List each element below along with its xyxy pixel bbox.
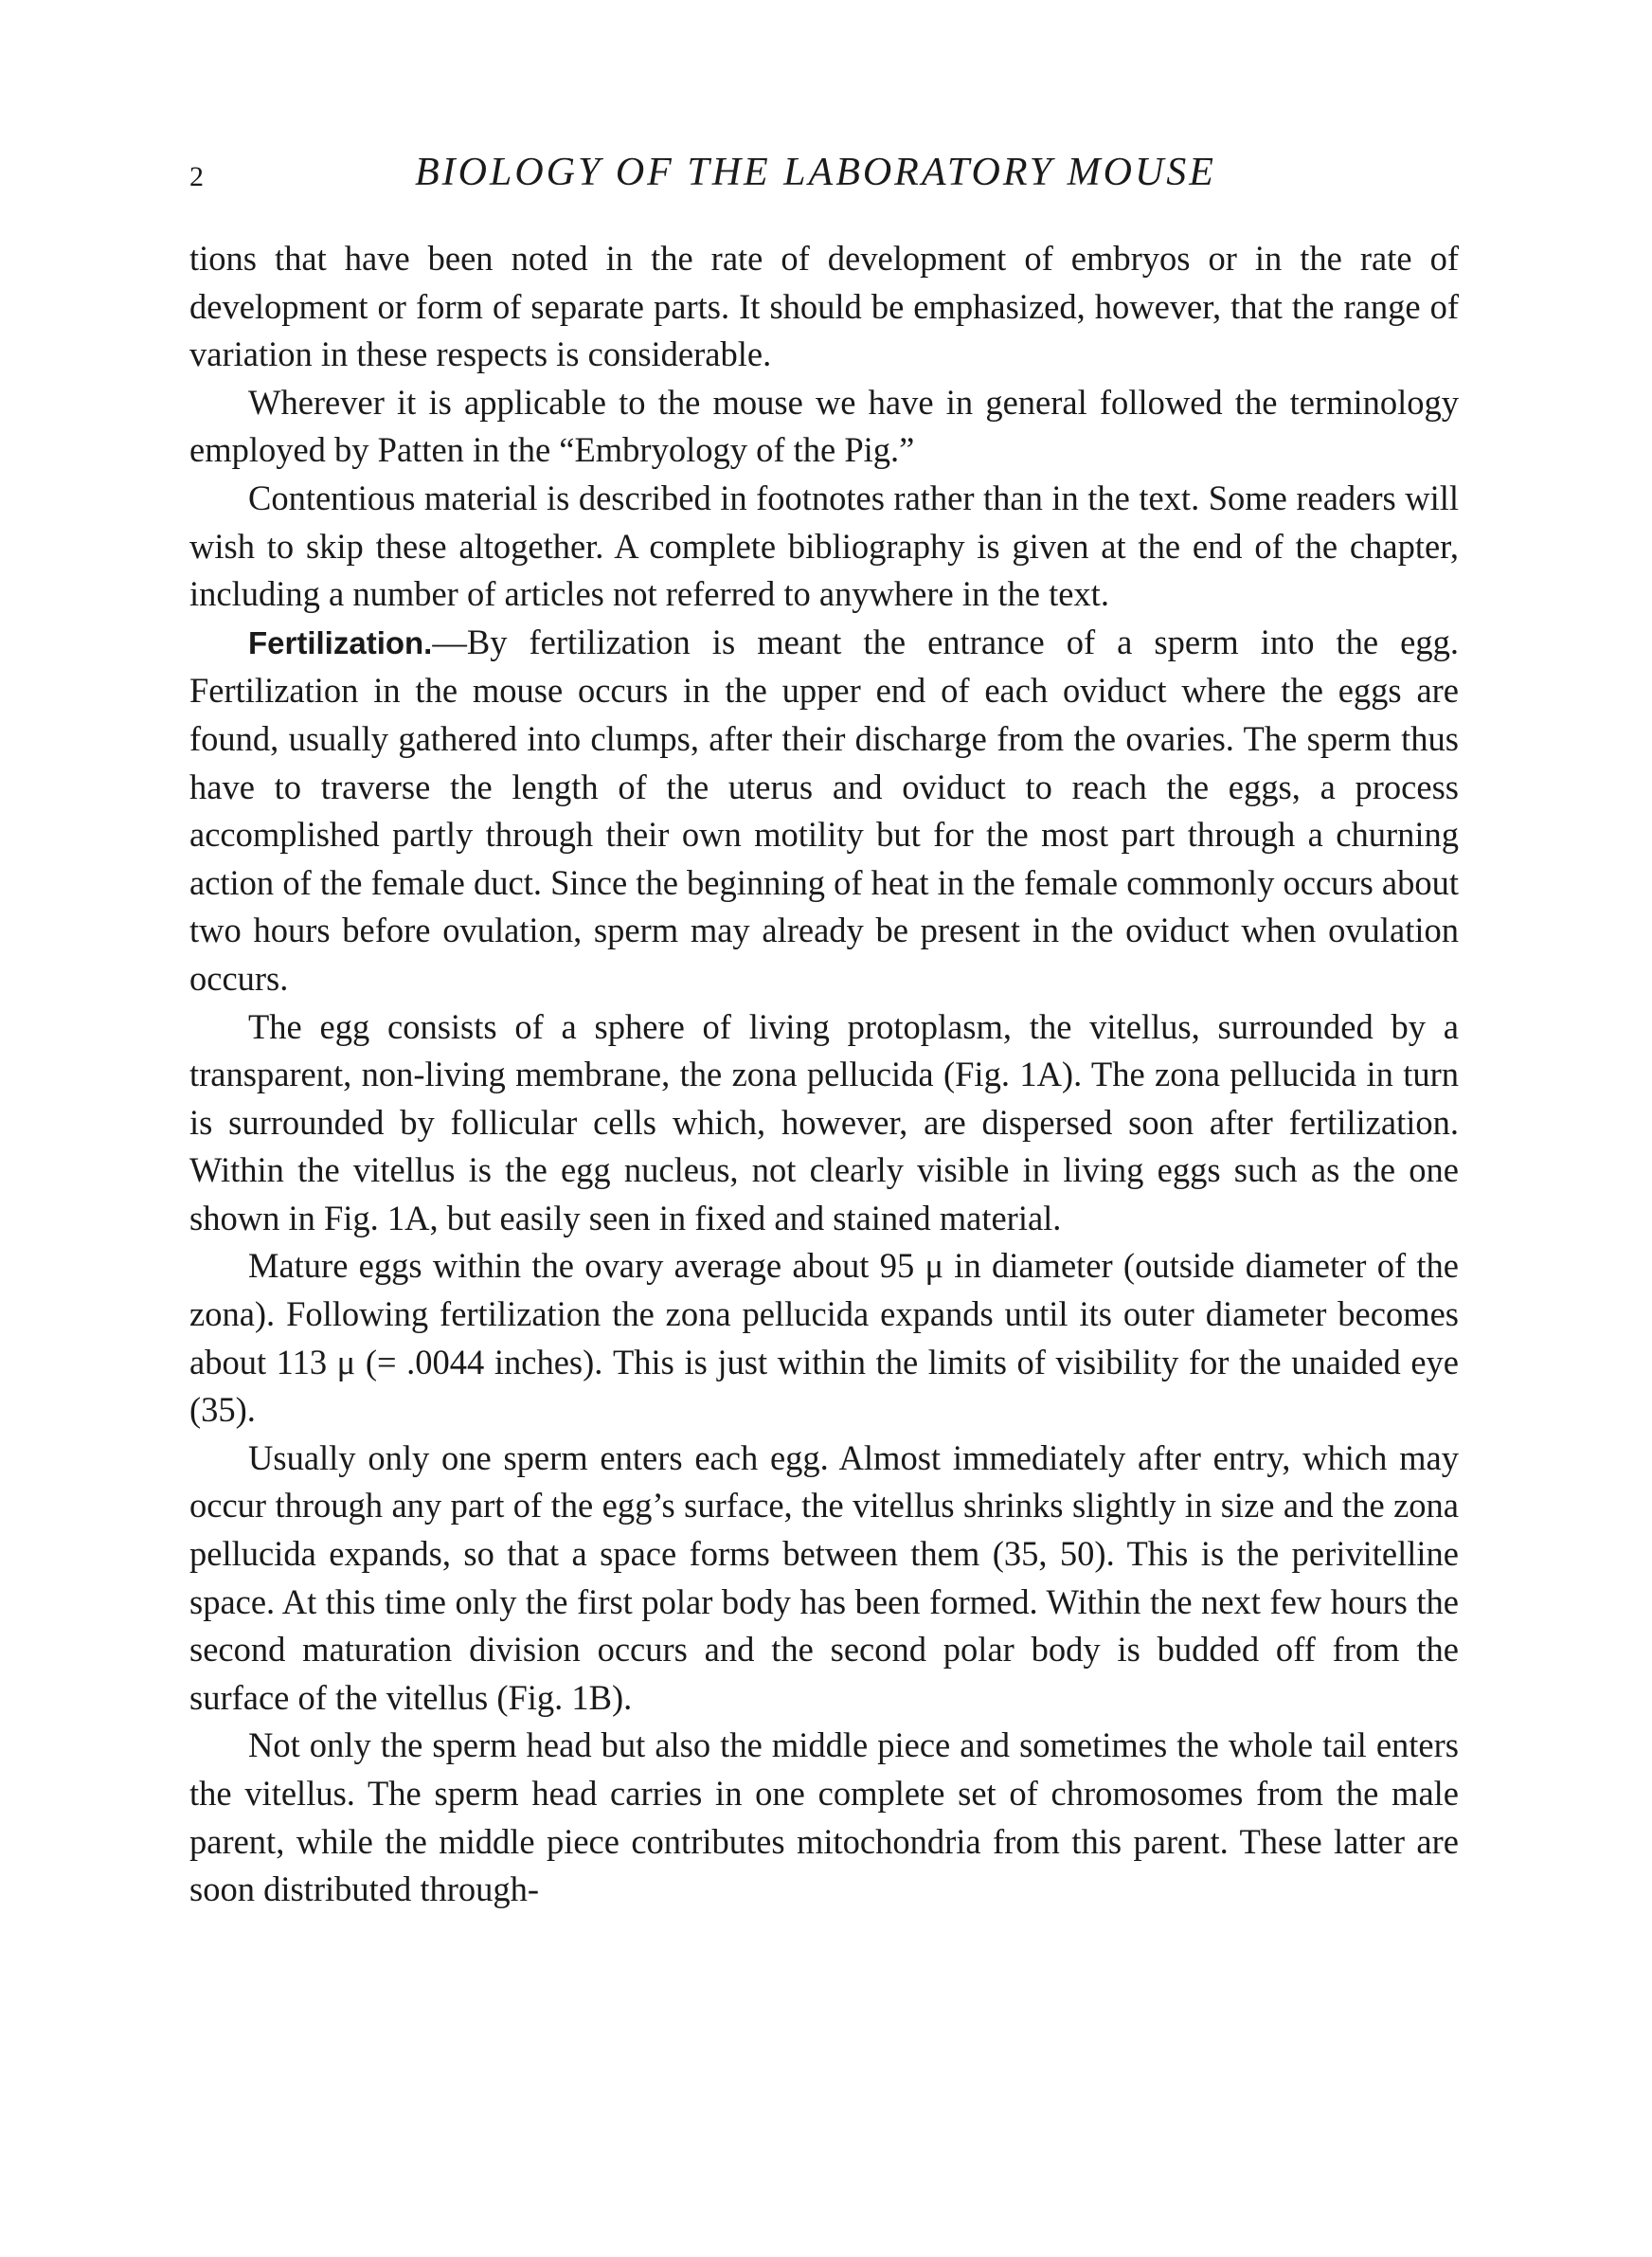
paragraph-egg-structure: The egg consists of a sphere of living protoplasm, the vitellus, surrounded by a transparent, non-living membrane, the zona pellucida (Fig. 1A). The zona pellucida in turn is surrounded by follicular cells which, however, are dispersed soon after fertilization. Within the vitellus is the egg nucleus, not clearly visible in living eggs such as the one shown in Fig. 1A, but easily seen in fixed and stained material. bbox=[189, 1006, 1459, 1237]
paragraph-terminology: Wherever it is applicable to the mouse we have in general followed the terminology employed by Patten in the “Embryology of the Pig.” bbox=[189, 382, 1459, 470]
paragraph-fertilization bbox=[189, 619, 1459, 1003]
page-header bbox=[189, 150, 1459, 207]
paragraph-sperm-entry: Usually only one sperm enters each egg. Almost immediately after entry, which may occur through any part of the egg’s surface, the vitellus shrinks slightly in size and the zona pellucida expands, so that a space forms between them (35, 50). This is the perivitelline space. At this time only the first polar body has been formed. Within the next few hours the second maturation division occurs and the second polar body is budded off from the surface of the vitellus (Fig. 1B). bbox=[189, 1437, 1459, 1717]
paragraph-continuation: tions that have been noted in the rate of development of embryos or in the rate of development or form of separate parts. It should be emphasized, however, that the range of variation in these respects is considerable. bbox=[189, 239, 1459, 374]
section-heading-fertilization: Fertilization. bbox=[248, 624, 433, 660]
paragraph-sperm-head: Not only the sperm head but also the middle piece and sometimes the whole tail enters the vitellus. The sperm head carries in one complete set of chromosomes from the male parent, while the middle piece contributes mitochondria from this parent. These latter are soon distributed through- bbox=[189, 1725, 1459, 1909]
running-title: BIOLOGY OF THE LABORATORY MOUSE bbox=[415, 151, 1216, 194]
paragraph-egg-diameter: Mature eggs within the ovary average about 95 μ in diameter (outside diameter of the zona). Following fertilization the zona pellucida expands until its outer diameter becomes about 113 μ (= .0044 inches). This is just within the limits of visibility for the unaided eye (35). bbox=[189, 1246, 1459, 1430]
paragraph-footnotes-note: Contentious material is described in footnotes rather than in the text. Some readers will wish to skip these altogether. A complete bibliography is given at the end of the chapter, including a number of articles not referred to anywhere in the text. bbox=[189, 478, 1459, 614]
page-number: 2 bbox=[189, 161, 204, 192]
body-text bbox=[189, 235, 1459, 1914]
paragraph-fertilization-text: —By fertilization is meant the entrance of a sperm into the egg. Fertilization in the mouse occurs in the upper end of each oviduct where the eggs are found, usually gathered into clumps, after their discharge from the ovaries. The sperm thus have to traverse the length of the uterus and oviduct to reach the eggs, a process accomplished partly through their own motility but for the most part through a churning action of the female duct. Since the beginning of heat in the female commonly occurs about two hours before ovulation, sperm may already be present in the oviduct when ovulation occurs. bbox=[189, 622, 1459, 998]
